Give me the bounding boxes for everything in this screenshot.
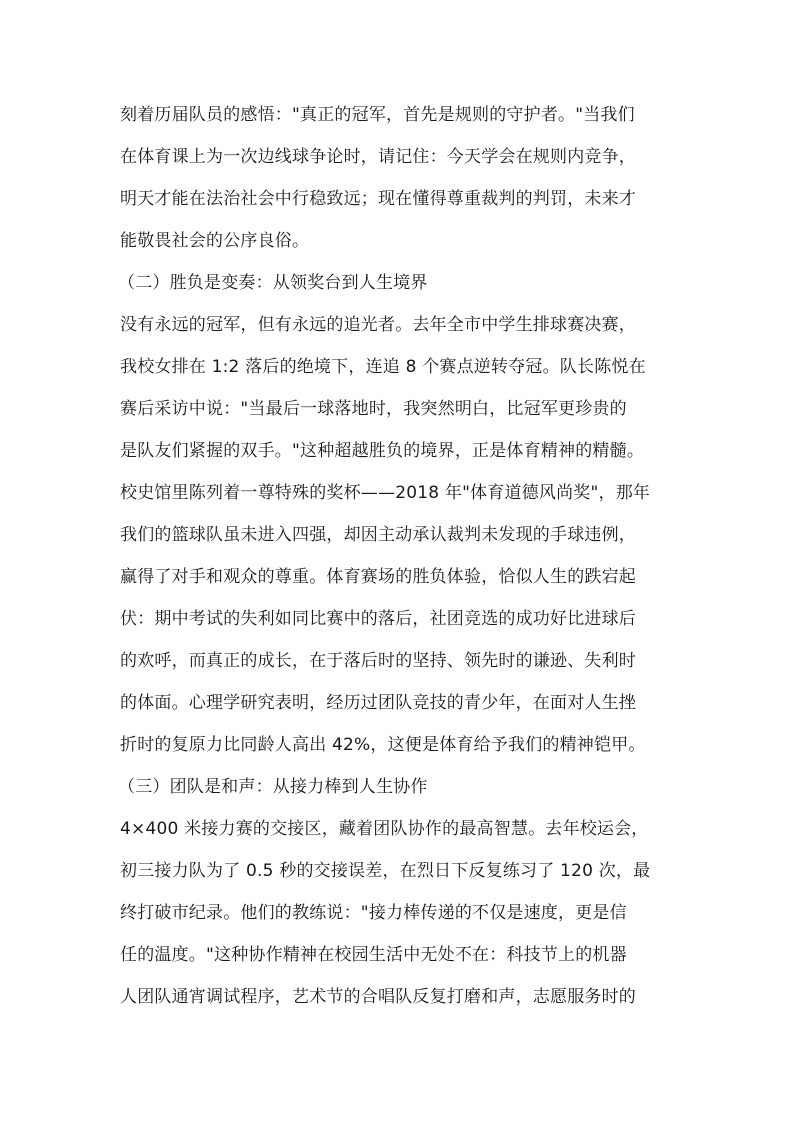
body-text-line: 人团队通宵调试程序，艺术节的合唱队反复打磨和声，志愿服务时的 — [120, 987, 636, 1007]
body-text-line: 的欢呼，而真正的成长，在于落后时的坚持、领先时的谦逊、失利时 — [120, 651, 636, 671]
body-text-line: 的体面。心理学研究表明，经历过团队竞技的青少年，在面对人生挫 — [120, 693, 636, 713]
body-text-line: 伏：期中考试的失利如同比赛中的落后，社团竞选的成功好比进球后 — [120, 609, 636, 629]
body-text-line: 明天才能在法治社会中行稳致远；现在懂得尊重裁判的判罚，未来才 — [120, 189, 636, 209]
body-text-line: 4×400 米接力赛的交接区，藏着团队协作的最高智慧。去年校运会， — [120, 819, 649, 839]
body-text-line: 刻着历届队员的感悟："真正的冠军，首先是规则的守护者。"当我们 — [120, 105, 635, 125]
body-text-line: 没有永远的冠军，但有永远的追光者。去年全市中学生排球赛决赛， — [120, 315, 636, 335]
section-heading-2: （二）胜负是变奏：从领奖台到人生境界 — [118, 273, 428, 293]
body-text-line: 初三接力队为了 0.5 秒的交接误差，在烈日下反复练习了 120 次，最 — [120, 861, 651, 881]
body-text-line: 终打破市纪录。他们的教练说："接力棒传递的不仅是速度，更是信 — [120, 903, 627, 923]
body-text-line: 任的温度。"这种协作精神在校园生活中无处不在：科技节上的机器 — [120, 945, 627, 965]
section-heading-3: （三）团队是和声：从接力棒到人生协作 — [118, 777, 428, 797]
body-text-line: 我校女排在 1:2 落后的绝境下，连追 8 个赛点逆转夺冠。队长陈悦在 — [120, 357, 646, 377]
body-text-line: 赛后采访中说："当最后一球落地时，我突然明白，比冠军更珍贵的 — [120, 399, 627, 419]
body-text-line: 赢得了对手和观众的尊重。体育赛场的胜负体验，恰似人生的跌宕起 — [120, 567, 636, 587]
body-text-line: 折时的复原力比同龄人高出 42%，这便是体育给予我们的精神铠甲。 — [120, 735, 646, 755]
body-text-line: 在体育课上为一次边线球争论时，请记住：今天学会在规则内竞争， — [120, 147, 636, 167]
body-text-line: 是队友们紧握的双手。"这种超越胜负的境界，正是体育精神的精髓。 — [120, 441, 645, 461]
body-text-line: 校史馆里陈列着一尊特殊的奖杯——2018 年"体育道德风尚奖"，那年 — [120, 483, 651, 503]
body-text-line: 我们的篮球队虽未进入四强，却因主动承认裁判未发现的手球违例， — [120, 525, 636, 545]
body-text-line: 能敬畏社会的公序良俗。 — [120, 231, 310, 251]
